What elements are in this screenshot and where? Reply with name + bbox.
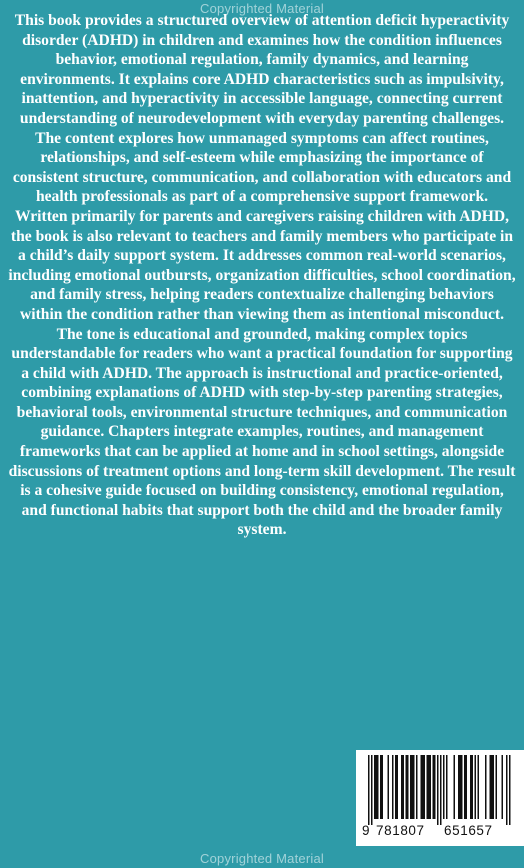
barcode-bar	[466, 755, 468, 819]
barcode-bar	[485, 755, 487, 819]
isbn-right-group: 651657	[444, 823, 493, 838]
barcode-bar	[506, 755, 508, 825]
barcode-bar	[416, 755, 418, 819]
barcode-bar	[397, 755, 399, 819]
copyright-watermark-bottom: Copyrighted Material	[200, 851, 324, 866]
barcode-bar	[422, 755, 424, 819]
barcode-bar	[475, 755, 477, 819]
barcode-bar	[502, 755, 504, 819]
barcode-bar	[461, 755, 463, 819]
barcode-bar	[490, 755, 492, 819]
barcode-bar	[388, 755, 390, 819]
barcode-bar	[493, 755, 495, 819]
barcode-bar	[509, 755, 511, 825]
barcode-bar	[491, 755, 493, 819]
copyright-watermark-top: Copyrighted Material	[200, 1, 324, 16]
barcode-bar	[382, 755, 384, 819]
barcode-bar	[443, 755, 445, 819]
barcode-bar	[395, 755, 397, 819]
back-cover-blurb: This book provides a structured overview of attention deficit hyperactivity disorder (ADHD) in children and examines how the condition influences behavior, emotional regulation, family dynamics, and learning environments. It explains core ADHD characteristics such as impulsivity, inattention, and hyperactivity in accessible language, connecting current understanding of neurodevelopment with everyday parenting challenges. The content explores how unmanaged symptoms can affect routines, relationships, and self-esteem while emphasizing the importance of consistent structure, communication, and collaboration with educators and health professionals as part of a comprehensive support framework. Written primarily for parents and caregivers raising children with ADHD, the book is also relevant to teachers and family members who participate in a child’s daily support system. It addresses common real-world scenarios, including emotional outbursts, organization difficulties, school coordination, and family stress, helping readers contextualize challenging behaviors within the condition rather than viewing them as intentional misconduct. The tone is educational and grounded, making complex topics understandable for readers who want a practical foundation for supporting a child with ADHD. The approach is instructional and practice-oriented, combining explanations of ADHD with step-by-step parenting strategies, behavioral tools, environmental structure techniques, and communication guidance. Chapters integrate examples, routines, and management frameworks that can be applied at home and in school settings, alongside discussions of treatment options and long-term skill development. The result is a cohesive guide focused on building consistency, emotional regulation, and functional habits that support both the child and the broader family system.	[8, 12, 516, 539]
barcode-bar	[401, 755, 403, 819]
barcode-bar	[446, 755, 448, 819]
barcode-bar	[464, 755, 466, 819]
barcode-bar	[371, 755, 373, 825]
barcode-bar	[410, 755, 412, 819]
barcode-bar	[458, 755, 460, 819]
barcode-bar	[454, 755, 456, 819]
barcode-bar	[421, 755, 423, 819]
isbn-lead-digit: 9	[362, 823, 371, 838]
barcode-bar	[434, 755, 436, 819]
isbn-barcode	[356, 750, 524, 846]
barcode-bar	[437, 755, 439, 825]
barcode-bar	[407, 755, 409, 819]
barcode-bar	[403, 755, 405, 819]
barcode-bar	[440, 755, 442, 825]
barcode-bar	[380, 755, 382, 819]
barcode-bar	[430, 755, 432, 819]
barcode-bar	[433, 755, 435, 819]
barcode-bar	[368, 755, 370, 825]
barcode-bar	[470, 755, 472, 819]
barcode-bar	[427, 755, 429, 819]
barcode-bar	[412, 755, 414, 819]
barcode-bar	[413, 755, 415, 819]
barcode-bars	[368, 755, 512, 825]
isbn-left-group: 781807	[376, 823, 425, 838]
barcode-bar	[428, 755, 430, 819]
barcode-bar	[472, 755, 474, 819]
barcode-bar	[424, 755, 426, 819]
barcode-bar	[377, 755, 379, 819]
barcode-bar	[406, 755, 408, 819]
barcode-bar	[478, 755, 480, 819]
barcode-bar	[392, 755, 394, 819]
barcode-bar	[496, 755, 498, 819]
barcode-bar	[460, 755, 462, 819]
barcode-bar	[374, 755, 376, 819]
barcode-bar	[376, 755, 378, 819]
